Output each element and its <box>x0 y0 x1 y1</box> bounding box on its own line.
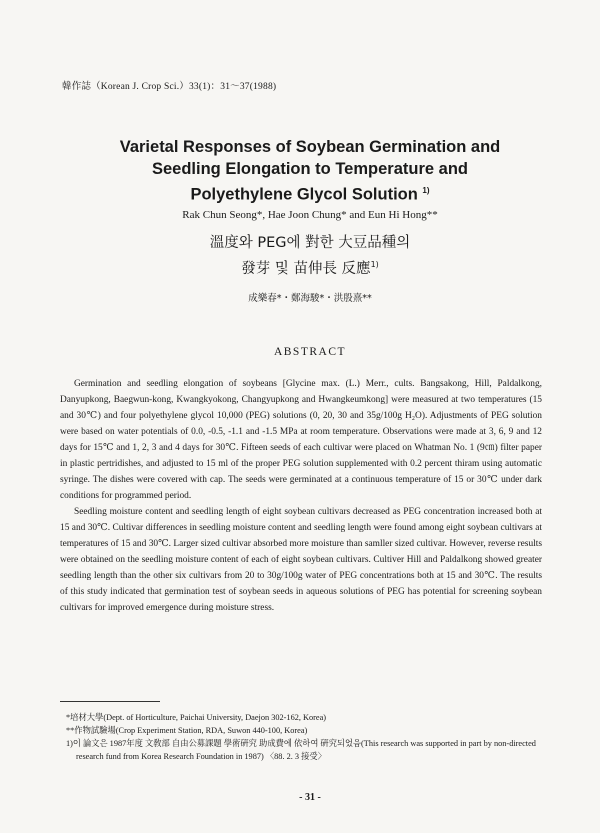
footnote-affiliation-2: **作物試驗場(Crop Experiment Station, RDA, Suwon 440-100, Korea) <box>66 726 308 735</box>
footnote-affiliation-1: *培材大學(Dept. of Horticulture, Paichai University, Daejon 302-162, Korea) <box>66 713 327 722</box>
title-line-2: Seedling Elongation to Temperature and <box>152 160 468 178</box>
paper-title <box>40 136 580 206</box>
korean-title-line-2 <box>40 254 580 280</box>
footnotes <box>66 711 544 763</box>
title-line-1: Varietal Responses of Soybean Germination and <box>119 138 501 156</box>
abstract-paragraph-1: Germination and seedling elongation of soybeans [Glycine max. (L.) Merr., cults. Bangsakong, Hill, Paldalkong, Danyupkong, Baegwun-kong, Kwangkyokong, Changyupkong and Hwangkeumkong] were measured at two temperatures (15 and 30℃) and four polyethylene glycol 10,000 (PEG) solutions (0, 20, 30 and 35g/100g H₂O). Adjustments of PEG solution were based on water potentials of 0.0, -0.5, -1.1 and -1.5 MPa at room temperature. Observations were made at 3, 6, 9 and 12 days for 15℃ and 1, 2, 3 and 4 days for 30℃. Fifteen seeds of each cultivar were placed on Whatman No. 1 (9㎝) filter paper in plastic pertridishes, and adjusted to 15 ml of the proper PEG solution supplemented with 0.2 percent thiram using automatic syringe. The dishes were covered with cap. The seeds were germinated at a continuous temperature of 15 or 30℃ under dark conditions for programmed period. <box>60 379 542 501</box>
page-number: - 31 - <box>299 792 321 803</box>
footnote-divider <box>60 701 160 702</box>
abstract-body <box>60 376 542 616</box>
title-footnote-marker: 1) <box>422 186 430 195</box>
title-line-3-text: Polyethylene Glycol Solution <box>190 185 418 204</box>
journal-citation: 韓作誌（Korean J. Crop Sci.）33(1)：31～37(1988) <box>62 82 277 92</box>
korean-title <box>40 233 580 280</box>
korean-author-list: 成樂春*・鄭海駿*・洪殷熹** <box>248 293 372 304</box>
abstract-paragraph-2: Seedling moisture content and seedling length of eight soybean cultivars decreased as PEG concentration increased both at 15 and 30℃. Cultivar differences in seedling moisture content and seedling length were found among eight soybean cultivars at temperatures of 15 and 30℃. Larger sized cultivar absorbed more moisture than samller sized cultivar. However, reverse results were obtained on the seedling moisture content of each of eight soybean cultivars. Cultiver Hill and Paldalkong showed greater seedling length than the other six cultivars from 20 to 30g/100g water of PEG concentrations both at 15 and 30℃. The results of this study indicated that germination test of soybean seeds in aqueous solutions of PEG has potential for screening soybean cultivars for improved emergence during moisture stress. <box>60 507 542 613</box>
author-list: Rak Chun Seong*, Hae Joon Chung* and Eun Hi Hong** <box>182 209 438 221</box>
korean-title-line-2-text: 發芽 및 苗伸長 反應 <box>241 260 371 277</box>
footnote-funding: 1)이 論文은 1987年度 文敎部 自由公募課題 學術硏究 助成費에 依하여 硏究되었음(This research was supported in part by non-directed research fund from Korea Research Foundation in 1987) 〈88. 2. 3 接受〉 <box>66 739 536 761</box>
korean-title-footnote-marker: 1) <box>370 260 379 269</box>
abstract-heading: ABSTRACT <box>273 346 347 358</box>
title-line-3 <box>40 180 580 206</box>
korean-title-line-1: 溫度와 PEG에 對한 大豆品種의 <box>209 235 411 251</box>
